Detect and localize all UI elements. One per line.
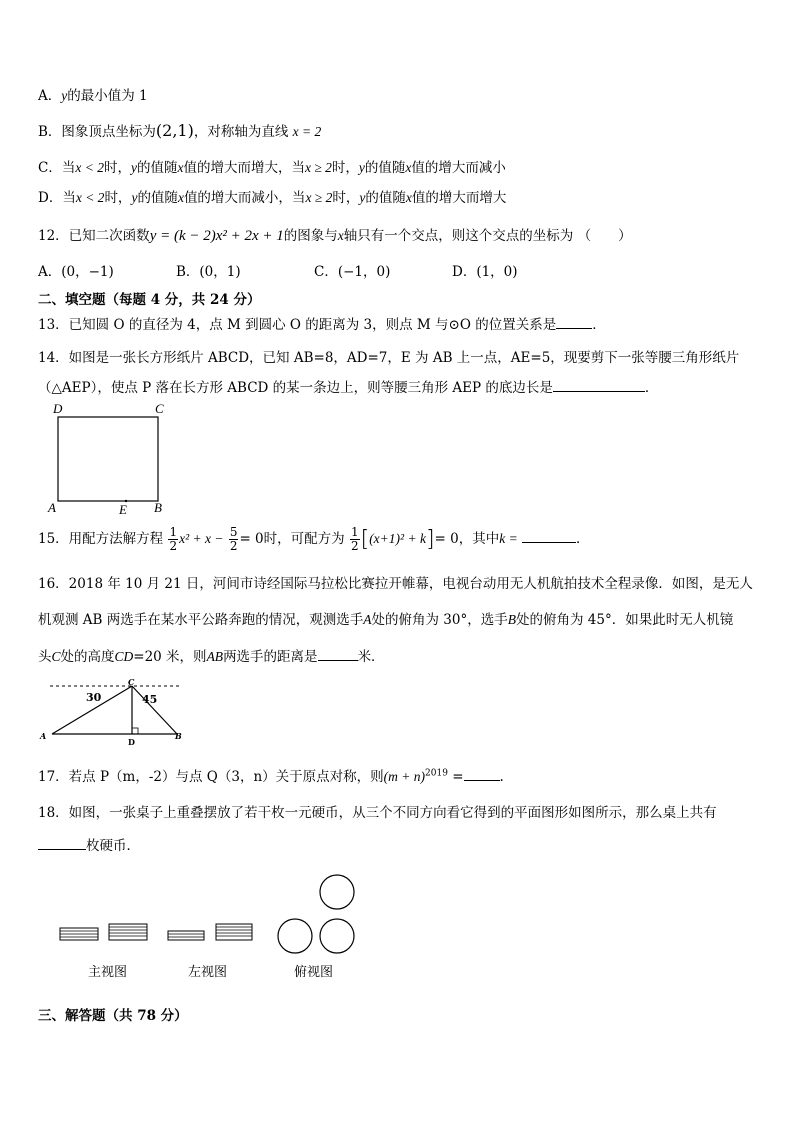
q12-option-d: D．(1，0) xyxy=(452,264,518,280)
rectangle-abcd xyxy=(58,417,158,501)
q16-line1: 16．2018 年 10 月 21 日，河间市诗经国际马拉松比赛拉开帷幕，电视台动用无人机航拍技术全程录像．如图，是无人 xyxy=(38,576,753,592)
q17: 17．若点 P（m，-2）与点 Q（3，n）关于原点对称，则$(m + n)^{2019}$ = . xyxy=(38,768,504,785)
q12-option-b: B．(0，1) xyxy=(176,264,241,280)
label-b: B xyxy=(154,500,162,515)
drone-triangle-figure xyxy=(38,676,188,746)
q11-option-a: A．y的最小值为 1 xyxy=(38,88,148,104)
q11-option-d: D．当x < 2时，y的值随x值的增大而减小，当x ≥ 2时，y的值随x值的增大而增大 xyxy=(38,190,507,206)
left-view-label: 左视图 xyxy=(188,965,228,980)
q14-line1: 14．如图是一张长方形纸片 ABCD，已知 AB=8，AD=7，E 为 AB 上一点，AE=5，现要剪下一张等腰三角形纸片 xyxy=(38,350,740,366)
q16-line2: 机观测 AB 两选手在某水平公路奔跑的情况，观测选手A处的俯角为 30°，选手B处的俯角为 45°．如果此时无人机镜 xyxy=(38,612,734,628)
coin-views-figure xyxy=(50,866,370,996)
label-c: C xyxy=(155,401,164,416)
q12-option-a: A．(0，−1) xyxy=(38,264,114,280)
left-view-stacks xyxy=(168,924,252,940)
q14-line2: （△AEP），使点 P 落在长方形 ABCD 的某一条边上，则等腰三角形 AEP 的底边长是 ． xyxy=(38,380,659,396)
q18-line2: 枚硬币． xyxy=(38,834,140,854)
section-3-heading: 三、解答题（共 78 分） xyxy=(38,1008,188,1024)
label-d: D xyxy=(53,401,63,416)
q11-option-b: B．图象顶点坐标为(2,1)，对称轴为直线 x = 2 xyxy=(38,121,322,140)
top-view-circles xyxy=(278,875,354,953)
label-b: B xyxy=(175,731,182,741)
right-angle-mark xyxy=(132,728,138,734)
rectangle-abcd-figure xyxy=(44,400,174,518)
front-view-label: 主视图 xyxy=(88,965,128,980)
q11-option-c: C．当x < 2时，y的值随x值的增大而增大，当x ≥ 2时，y的值随x值的增大而减小 xyxy=(38,160,506,176)
label-a: A xyxy=(48,500,56,515)
label-d: D xyxy=(128,737,135,746)
q12-option-c: C．(−1，0) xyxy=(314,264,391,280)
front-view-stacks xyxy=(60,924,147,940)
top-view-label: 俯视图 xyxy=(294,965,334,980)
label-c: C xyxy=(128,677,135,687)
angle-45-label: 45 xyxy=(142,693,158,706)
label-a: A xyxy=(40,731,47,741)
q13: 13．已知圆 O 的直径为 4，点 M 到圆心 O 的距离为 3，则点 M 与⊙O 的位置关系是 ． xyxy=(38,317,606,333)
label-e: E xyxy=(119,502,127,517)
q15: 15．用配方法解方程 $\frac{1}{2}$ x² + x − $\frac{5}{2}$ = 0时，可配方为 $\frac{1}{2}$ [(x+1)² + k]= 0，其中k = ． xyxy=(38,525,590,553)
q12-stem: 12．已知二次函数y = (k − 2)x² + 2x + 1的图象与x轴只有一个交点，则这个交点的坐标为 （ ） xyxy=(38,228,632,244)
section-2-heading: 二、填空题（每题 4 分，共 24 分） xyxy=(38,292,261,308)
q18-line1: 18．如图，一张桌子上重叠摆放了若干枚一元硬币，从三个不同方向看它得到的平面图形如图所示，那么桌上共有 xyxy=(38,805,717,821)
q16-line3: 头C处的高度CD=20 米，则AB两选手的距离是 米． xyxy=(38,649,385,665)
angle-30-label: 30 xyxy=(86,691,102,704)
